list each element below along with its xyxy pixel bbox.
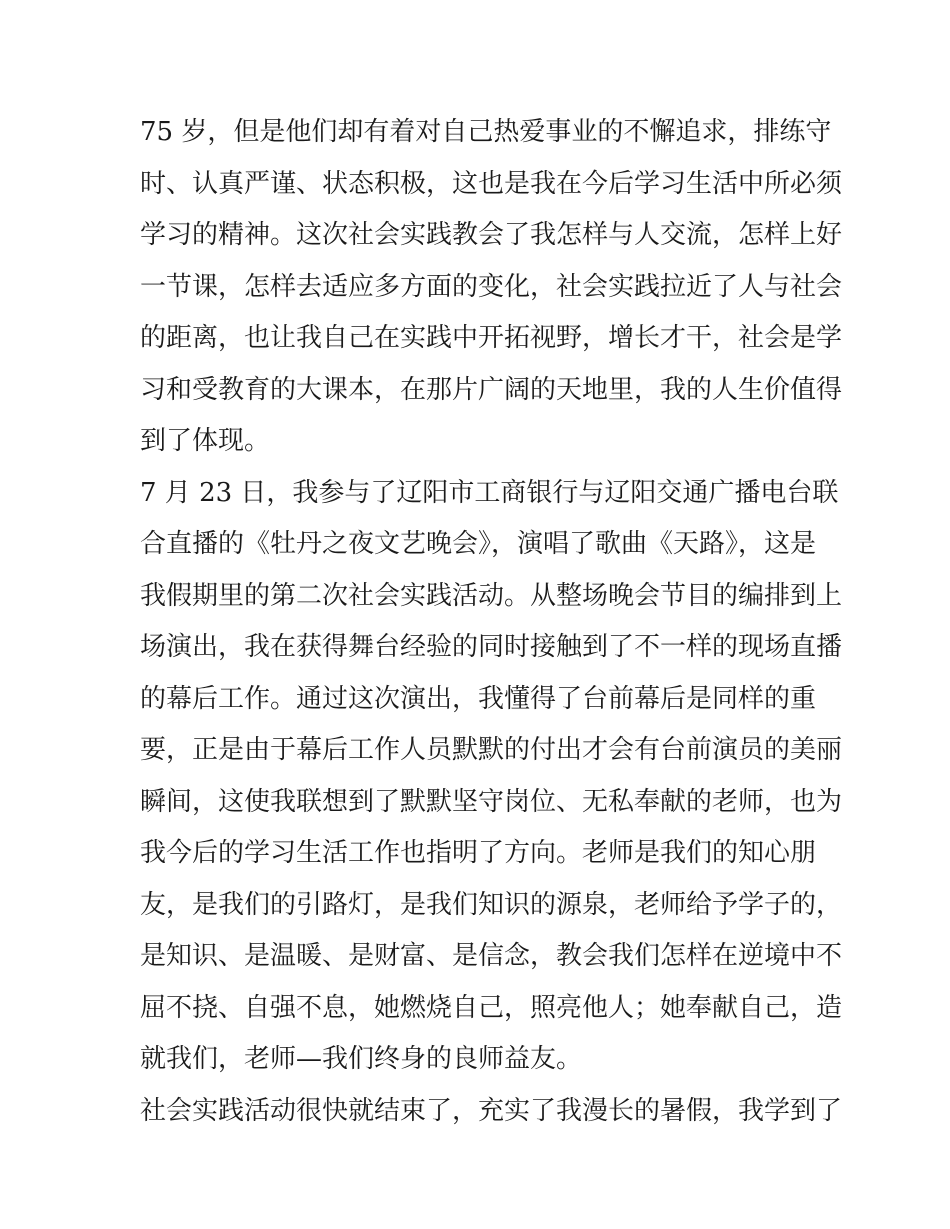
text-line: 社会实践活动很快就结束了，充实了我漫长的暑假，我学到了	[140, 1095, 843, 1126]
text-line: 学习的精神。这次社会实践教会了我怎样与人交流，怎样上好	[140, 220, 843, 250]
text-line: 屈不挠、自强不息，她燃烧自己，照亮他人；她奉献自己，造	[140, 992, 843, 1023]
text-line: 我假期里的第二次社会实践活动。从整场晚会节目的编排到上	[140, 580, 843, 611]
text-line: 习和受教育的大课本，在那片广阔的天地里，我的人生价值得	[140, 374, 843, 405]
text-line: 合直播的《牡丹之夜文艺晚会》，演唱了歌曲《天路》，这是	[140, 529, 817, 559]
text-line: 瞬间，这使我联想到了默默坚守岗位、无私奉献的老师，也为	[140, 786, 843, 817]
text-line: 的距离，也让我自己在实践中开拓视野，增长才干，社会是学	[140, 323, 843, 353]
body-text	[140, 107, 843, 1137]
text-line: 我今后的学习生活工作也指明了方向。老师是我们的知心朋	[140, 838, 817, 868]
text-line: 时、认真严谨、状态积极，这也是我在今后学习生活中所必须	[140, 168, 843, 199]
text-line: 是知识、是温暖、是财富、是信念，教会我们怎样在逆境中不	[140, 941, 843, 971]
text-line: 一节课，怎样去适应多方面的变化，社会实践拉近了人与社会	[140, 271, 843, 302]
text-line: 的幕后工作。通过这次演出，我懂得了台前幕后是同样的重	[140, 683, 817, 714]
text-line: 友，是我们的引路灯，是我们知识的源泉，老师给予学子的，	[140, 889, 843, 920]
text-line: 75 岁，但是他们却有着对自己热爱事业的不懈追求，排练守	[140, 117, 832, 147]
text-line: 场演出，我在获得舞台经验的同时接触到了不一样的现场直播	[140, 632, 843, 662]
text-line: 7 月 23 日，我参与了辽阳市工商银行与辽阳交通广播电台联	[140, 477, 839, 508]
text-line: 要，正是由于幕后工作人员默默的付出才会有台前演员的美丽	[140, 735, 843, 765]
text-line: 到了体现。	[140, 426, 271, 456]
text-line: 就我们，老师—我们终身的良师益友。	[140, 1044, 583, 1074]
